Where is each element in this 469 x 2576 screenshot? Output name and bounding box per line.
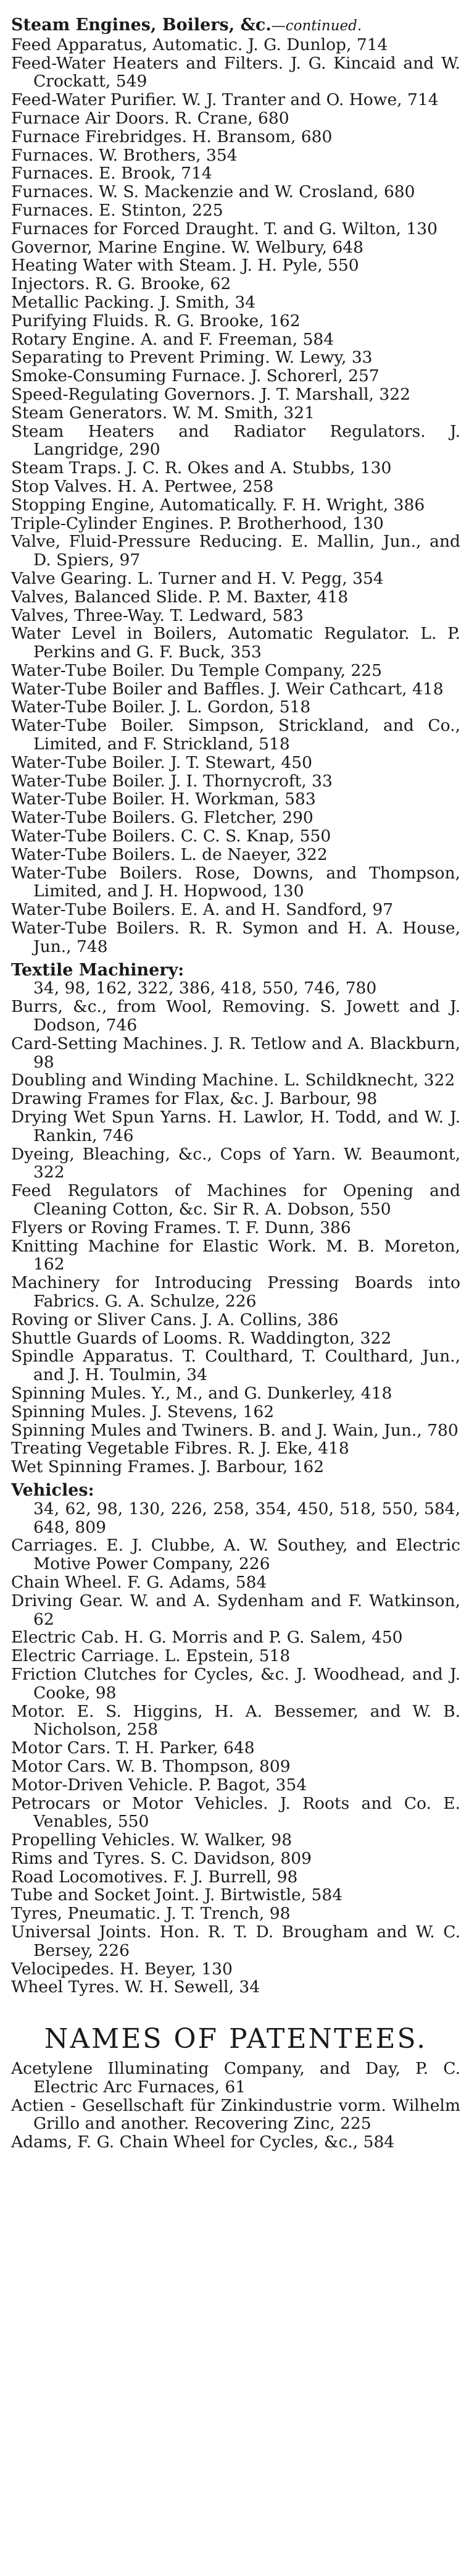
section-page-refs: 34, 62, 98, 130, 226, 258, 354, 450, 518, 550, 584, 648, 809	[33, 1499, 460, 1537]
index-entry: Carriages. E. J. Clubbe, A. W. Southey, and Electric Motive Power Company, 226	[11, 1536, 460, 1574]
index-entry: Spindle Apparatus. T. Coulthard, T. Coulthard, Jun., and J. H. Toulmin, 34	[11, 1347, 460, 1385]
index-entry: Treating Vegetable Fibres. R. J. Eke, 418	[11, 1439, 349, 1458]
patentees-list	[11, 2060, 460, 2152]
index-entry: Water-Tube Boiler. J. I. Thornycroft, 33	[11, 771, 333, 791]
section-title-text: Textile Machinery:	[11, 960, 185, 980]
index-section	[11, 1481, 460, 1997]
index-entry: Rims and Tyres. S. C. Davidson, 809	[11, 1848, 312, 1868]
index-entry: Shuttle Guards of Looms. R. Waddington, 322	[11, 1328, 392, 1348]
patentee-entry: Actien - Gesellschaft für Zinkindustrie vorm. Wilhelm Grillo and another. Recovering Zinc, 225	[11, 2095, 460, 2134]
index-entry: Chain Wheel. F. G. Adams, 584	[11, 1572, 267, 1592]
index-entry: Doubling and Winding Machine. L. Schildknecht, 322	[11, 1071, 455, 1090]
index-entry: Furnace Firebridges. H. Bransom, 680	[11, 127, 333, 146]
index-entry: Drawing Frames for Flax, &c. J. Barbour, 98	[11, 1089, 378, 1109]
index-entry: Velocipedes. H. Beyer, 130	[11, 1959, 233, 1979]
index-entry: Furnaces. W. Brothers, 354	[11, 145, 238, 165]
patentee-entry: Acetylene Illuminating Company, and Day, P. C. Electric Arc Furnaces, 61	[11, 2059, 460, 2097]
index-entry: Universal Joints. Hon. R. T. D. Brougham and W. C. Bersey, 226	[11, 1922, 460, 1960]
index-entry: Motor. E. S. Higgins, H. A. Bessemer, and W. B. Nicholson, 258	[11, 1701, 460, 1740]
index-entry: Wheel Tyres. W. H. Sewell, 34	[11, 1977, 260, 1997]
index-entry: Spinning Mules. J. Stevens, 162	[11, 1402, 275, 1421]
section-title-text: Vehicles:	[11, 1480, 94, 1500]
index-entry: Steam Heaters and Radiator Regulators. J. Langridge, 290	[11, 421, 460, 460]
index-entry: Water-Tube Boilers. Rose, Downs, and Thompson, Limited, and J. H. Hopwood, 130	[11, 863, 460, 901]
index-entry: Valve, Fluid-Pressure Reducing. E. Mallin, Jun., and D. Spiers, 97	[11, 532, 460, 570]
index-entry: Driving Gear. W. and A. Sydenham and F. Watkinson, 62	[11, 1591, 460, 1629]
index-entry: Water-Tube Boilers. R. R. Symon and H. A. House, Jun., 748	[11, 919, 460, 956]
index-entry: Spinning Mules. Y., M., and G. Dunkerley, 418	[11, 1383, 392, 1403]
index-entry: Governor, Marine Engine. W. Welbury, 648	[11, 237, 364, 257]
index-entry: Electric Cab. H. G. Morris and P. G. Salem, 450	[11, 1628, 403, 1648]
index-entry: Roving or Sliver Cans. J. A. Collins, 386	[11, 1310, 339, 1329]
index-section	[11, 961, 460, 1476]
section-page-refs: 34, 98, 162, 322, 386, 418, 550, 746, 780	[33, 979, 377, 998]
index-entry: Propelling Vehicles. W. Walker, 98	[11, 1830, 293, 1850]
index-entry: Card-Setting Machines. J. R. Tetlow and A. Blackburn, 98	[11, 1033, 461, 1072]
index-entry: Knitting Machine for Elastic Work. M. B. Moreton, 162	[11, 1236, 460, 1274]
index-entry: Stopping Engine, Automatically. F. H. Wright, 386	[11, 495, 425, 515]
index-entry: Drying Wet Spun Yarns. H. Lawlor, H. Todd, and W. J. Rankin, 746	[11, 1108, 460, 1145]
patentee-entry: Adams, F. G. Chain Wheel for Cycles, &c., 584	[11, 2132, 395, 2152]
index-entry: Smoke-Consuming Furnace. J. Schorerl, 257	[11, 366, 380, 386]
index-entry: Water-Tube Boiler. H. Workman, 583	[11, 789, 316, 809]
index-entry: Water-Tube Boiler. J. T. Stewart, 450	[11, 752, 312, 772]
index-section	[11, 16, 460, 956]
index-entry: Flyers or Roving Frames. T. F. Dunn, 386	[11, 1218, 351, 1237]
section-title-text: Steam Engines, Boilers, &c.	[11, 15, 272, 35]
index-entry: Heating Water with Steam. J. H. Pyle, 550	[11, 256, 359, 276]
patentees-heading: NAMES OF PATENTEES.	[44, 2023, 428, 2055]
index-entry: Valves, Three-Way. T. Ledward, 583	[11, 605, 304, 625]
index-entry: Triple-Cylinder Engines. P. Brotherhood, 130	[11, 513, 384, 533]
index-entry: Water-Tube Boiler. Du Temple Company, 225	[11, 660, 382, 680]
index-entry: Motor Cars. T. H. Parker, 648	[11, 1738, 255, 1758]
index-entry: Water-Tube Boilers. G. Fletcher, 290	[11, 808, 313, 828]
section-title	[11, 16, 460, 36]
index-entry: Stop Valves. H. A. Pertwee, 258	[11, 476, 274, 496]
index-entry: Injectors. R. G. Brooke, 62	[11, 274, 231, 294]
index-entry: Water-Tube Boiler and Baffles. J. Weir Cathcart, 418	[11, 679, 444, 699]
section-title	[11, 961, 460, 980]
section-title	[11, 1481, 460, 1500]
index-entry: Rotary Engine. A. and F. Freeman, 584	[11, 329, 334, 349]
index-entry: Burrs, &c., from Wool, Removing. S. Jowett and J. Dodson, 746	[11, 997, 460, 1035]
index-entry: Furnaces. E. Stinton, 225	[11, 200, 223, 220]
index-entry: Tube and Socket Joint. J. Birtwistle, 584	[11, 1885, 343, 1905]
index-entry: Steam Traps. J. C. R. Okes and A. Stubbs, 130	[11, 458, 392, 478]
index-entry: Road Locomotives. F. J. Burrell, 98	[11, 1867, 298, 1887]
index-entry: Electric Carriage. L. Epstein, 518	[11, 1646, 291, 1666]
index-entry: Water-Tube Boilers. E. A. and H. Sandford, 97	[11, 900, 394, 920]
index-entry: Wet Spinning Frames. J. Barbour, 162	[11, 1457, 325, 1477]
index-entry: Water-Tube Boiler. J. L. Gordon, 518	[11, 697, 311, 717]
index-entry: Petrocars or Motor Vehicles. J. Roots and Co. E. Venables, 550	[11, 1793, 460, 1832]
index-entry: Water Level in Boilers, Automatic Regulator. L. P. Perkins and G. F. Buck, 353	[11, 624, 460, 662]
subject-index	[11, 16, 460, 1997]
index-entry: Furnaces. W. S. Mackenzie and W. Crosland, 680	[11, 182, 415, 202]
index-entry: Friction Clutches for Cycles, &c. J. Woodhead, and J. Cooke, 98	[11, 1664, 460, 1703]
index-entry: Valve Gearing. L. Turner and H. V. Pegg, 354	[11, 568, 384, 588]
index-entry: Furnace Air Doors. R. Crane, 680	[11, 108, 289, 128]
index-entry: Feed-Water Purifier. W. J. Tranter and O. Howe, 714	[11, 90, 439, 110]
index-entry: Motor Cars. W. B. Thompson, 809	[11, 1756, 291, 1776]
index-entry: Spinning Mules and Twiners. B. and J. Wain, Jun., 780	[11, 1420, 459, 1440]
index-entry: Speed-Regulating Governors. J. T. Marshall, 322	[11, 384, 410, 404]
index-entry: Dyeing, Bleaching, &c., Cops of Yarn. W. Beaumont, 322	[11, 1144, 460, 1182]
index-entry: Metallic Packing. J. Smith, 34	[11, 292, 256, 312]
index-entry: Separating to Prevent Priming. W. Lewy, 33	[11, 348, 373, 368]
index-entry: Machinery for Introducing Pressing Boards into Fabrics. G. A. Schulze, 226	[11, 1273, 460, 1311]
index-entry: Feed Apparatus, Automatic. J. G. Dunlop, 714	[11, 35, 388, 54]
index-entry: Motor-Driven Vehicle. P. Bagot, 354	[11, 1775, 307, 1795]
index-entry: Feed-Water Heaters and Filters. J. G. Kincaid and W. Crockatt, 549	[11, 53, 460, 91]
index-entry: Furnaces for Forced Draught. T. and G. Wilton, 130	[11, 219, 438, 238]
index-entry: Steam Generators. W. M. Smith, 321	[11, 403, 315, 423]
index-entry: Water-Tube Boiler. Simpson, Strickland, and Co., Limited, and F. Strickland, 518	[11, 716, 460, 754]
index-entry: Tyres, Pneumatic. J. T. Trench, 98	[11, 1904, 291, 1924]
index-entry: Furnaces. E. Brook, 714	[11, 164, 212, 183]
index-entry: Valves, Balanced Slide. P. M. Baxter, 418	[11, 587, 349, 607]
index-entry: Purifying Fluids. R. G. Brooke, 162	[11, 311, 301, 330]
index-entry: Water-Tube Boilers. C. C. S. Knap, 550	[11, 827, 331, 846]
index-entry: Feed Regulators of Machines for Opening and Cleaning Cotton, &c. Sir R. A. Dobson, 550	[11, 1181, 460, 1219]
continued-note: —continued.	[271, 18, 362, 34]
index-entry: Water-Tube Boilers. L. de Naeyer, 322	[11, 844, 328, 864]
